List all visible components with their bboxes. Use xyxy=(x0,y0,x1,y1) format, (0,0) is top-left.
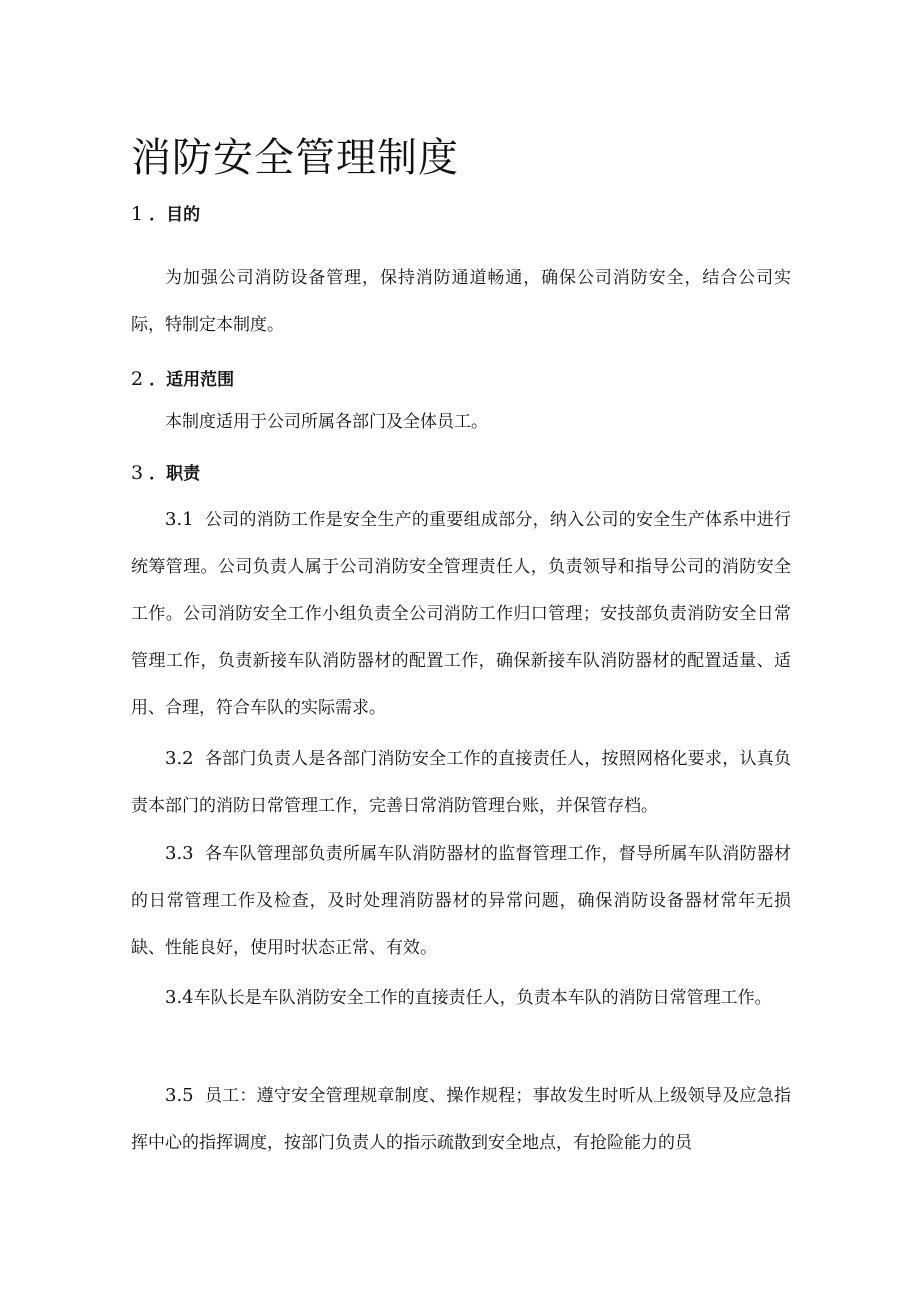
section-number: 1 xyxy=(131,203,144,225)
section-heading-responsibilities xyxy=(131,459,200,484)
clause-3-3 xyxy=(131,830,791,972)
clause-number: 3.1 xyxy=(165,509,194,530)
section-heading-purpose xyxy=(131,200,200,225)
section-number: 2 xyxy=(131,368,144,390)
clause-text: 公司的消防工作是安全生产的重要组成部分，纳入公司的安全生产体系中进行统筹管理。公司负责人属于公司消防安全管理责任人，负责领导和指导公司的消防安全工作。公司消防安全工作小组负责全公司消防工作归口管理；安技部负责消防安全日常管理工作，负责新接车队消防器材的配置工作，确保新接车队消防器材的配置适量、适用、合理，符合车队的实际需求。 xyxy=(131,510,791,718)
clause-3-1 xyxy=(131,496,791,732)
section-number: 3 xyxy=(131,462,144,484)
section-title: ．目的 xyxy=(149,205,201,225)
clause-text: 员工：遵守安全管理规章制度、操作规程；事故发生时听从上级领导及应急指挥中心的指挥调度，按部门负责人的指示疏散到安全地点，有抢险能力的员 xyxy=(131,1086,791,1153)
clause-number: 3.5 xyxy=(165,1085,194,1106)
clause-3-5 xyxy=(131,1072,791,1167)
document-title: 消防安全管理制度 xyxy=(131,135,459,181)
clause-3-2 xyxy=(131,735,791,830)
clause-3-4 xyxy=(131,974,791,1022)
paragraph-purpose: 为加强公司消防设备管理，保持消防通道畅通，确保公司消防安全，结合公司实际，特制定本制度。 xyxy=(131,268,791,335)
paragraph-scope: 本制度适用于公司所属各部门及全体员工。 xyxy=(165,412,488,432)
clause-text: 车队长是车队消防安全工作的直接责任人，负责本车队的消防日常管理工作。 xyxy=(193,988,772,1008)
clause-text: 各部门负责人是各部门消防安全工作的直接责任人，按照网格化要求，认真负责本部门的消防日常管理工作，完善日常消防管理台账，并保管存档。 xyxy=(131,749,791,816)
section-heading-scope xyxy=(131,365,234,390)
section-title: ．职责 xyxy=(149,464,201,484)
clause-number: 3.4 xyxy=(165,987,194,1008)
section-title: ．适用范围 xyxy=(149,370,235,390)
clause-number: 3.2 xyxy=(165,748,194,769)
clause-text: 各车队管理部负责所属车队消防器材的监督管理工作，督导所属车队消防器材的日常管理工作及检查，及时处理消防器材的异常问题，确保消防设备器材常年无损缺、性能良好，使用时状态正常、有效。 xyxy=(131,844,791,958)
clause-number: 3.3 xyxy=(165,843,194,864)
